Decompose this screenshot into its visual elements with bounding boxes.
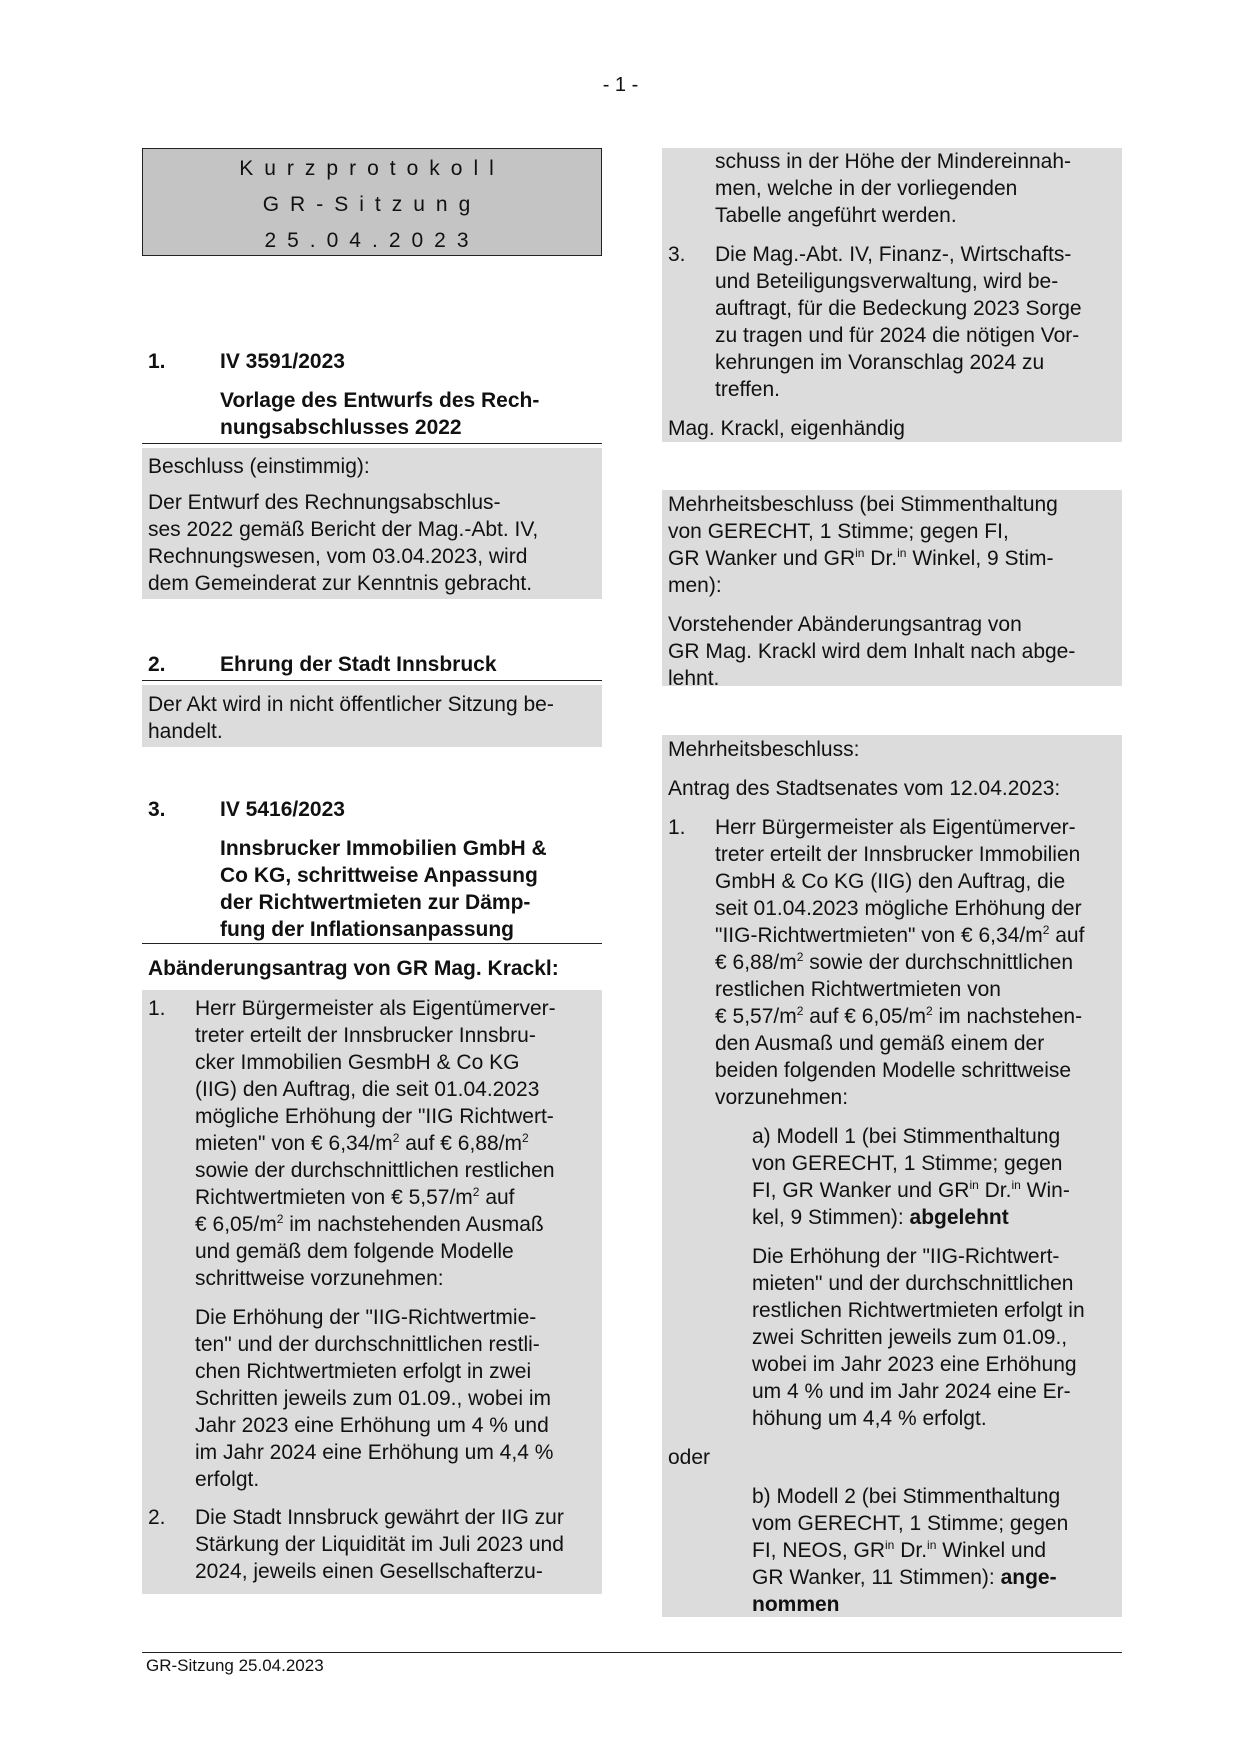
- amendment-continuation: [662, 148, 1122, 442]
- item1-heading: [148, 348, 598, 441]
- amendment-1-paragraph-2: Die Erhöhung der "IIG-Richtwertmie- ten" und der durchschnittlichen restli- chen Richtwertmieten erfolgt in zwei Schritten jeweils zum 01.09., wobei im Jahr 2023 eine Erhöhung um 4 % und im Jahr 2024 eine Erhöhung um 4,4 % erfolgt.: [195, 1306, 554, 1491]
- protocol-title-box: [142, 148, 602, 256]
- session-name: GR-Sitzung: [262, 193, 482, 216]
- amendment-2-number: 2.: [148, 1506, 166, 1529]
- amendment-3-number: 3.: [668, 243, 686, 266]
- item2-title: Ehrung der Stadt Innsbruck: [220, 653, 497, 676]
- item1-title: Vorlage des Entwurfs des Rech- nungsabschlusses 2022: [220, 389, 540, 439]
- session-date: 25.04.2023: [264, 229, 480, 252]
- senate-motion: Antrag des Stadtsenates vom 12.04.2023:: [668, 777, 1061, 800]
- item2-heading: 2. Ehrung der Stadt Innsbruck: [148, 653, 497, 676]
- model-1: a) Modell 1 (bei Stimmenthaltung von GERECHT, 1 Stimme; gegen FI, GR Wanker und $GR^{in}$ Dr.$^{in}$ Win- kel, 9 Stimmen): abgelehnt Die Erhöhung der "IIG-Richtwert- mieten" und der durchschnittlichen restlichen Richtwertmieten erfolgt in zwei Schritten jeweils zum 01.09., wobei im Jahr 2023 eine Erhöhung um 4 % und im Jahr 2024 eine Er- höhung um 4,4 % erfolgt.: [752, 1123, 1122, 1432]
- item3-ref: IV 5416/2023: [220, 798, 345, 821]
- majority-decision-2: Mehrheitsbeschluss: Antrag des Stadtsenates vom 12.04.2023: 1. Herr Bürgermeister als Eigentümerver- treter erteilt der Innsbrucker Immobilien GmbH & Co KG (IIG) den Auftrag, die seit 01.04.2023 mögliche Erhöhung der "IIG-Richtwertmieten" von € $6,34/m^2$ auf € $6,88/m^2$ sowie der durchschnittlichen restlichen Richtwertmieten von € $5,57/m^2$ auf € $6,05/m^2$ im nachstehen- den Ausmaß und gemäß einem der beiden folgenden Modelle schrittweise vorzunehmen: a) Modell 1 (bei Stimmenthaltung von GERECHT, 1 Stimme; gegen FI, GR Wanker und $GR^{in}$ Dr.$^{in}$ Win- kel, 9 Stimmen): abgelehnt Die Erhöhung der "IIG-Richtwert- mieten" und der durchschnittlichen restlichen Richtwertmieten erfolgt in zwei Schritten jeweils zum 01.09., wobei im Jahr 2023 eine Erhöhung um 4 % und im Jahr 2024 eine Er- höhung um 4,4 % erfolgt. oder b) Modell 2 (bei Stimmenthaltung vom GERECHT, 1 Stimme; gegen FI, NEOS, $GR^{in}$ Dr.$^{in}$ Winkel und GR Wanker, 11 Stimmen): ange- nommen: [662, 735, 1122, 1617]
- amendment-block: [142, 990, 602, 1594]
- protocol-title: Kurzprotokoll: [239, 157, 505, 180]
- majority-decision-1: Mehrheitsbeschluss (bei Stimmenthaltung von GERECHT, 1 Stimme; gegen FI, GR Wanker und $GR^{in}$ Dr.$^{in}$ Winkel, 9 Stim- men): Vorstehender Abänderungsantrag von GR Mag. Krackl wird dem Inhalt nach abge- lehnt.: [662, 490, 1122, 686]
- item1-decision: Beschluss (einstimmig):: [148, 455, 370, 478]
- model-2: b) Modell 2 (bei Stimmenthaltung vom GERECHT, 1 Stimme; gegen FI, NEOS, $GR^{in}$ Dr.$^{in}$ Winkel und GR Wanker, 11 Stimmen): ange- nommen: [752, 1485, 1069, 1616]
- item3-title: Innsbrucker Immobilien GmbH & Co KG, schrittweise Anpassung der Richtwertmieten zur Dämp- fung der Inflationsanpassung: [220, 837, 547, 941]
- model-1-result: abgelehnt: [909, 1206, 1009, 1229]
- item1-ref: IV 3591/2023: [220, 350, 345, 373]
- divider: [142, 443, 602, 444]
- item1-text: Der Entwurf des Rechnungsabschlus- ses 2022 gemäß Bericht der Mag.-Abt. IV, Rechnungswesen, vom 03.04.2023, wird dem Gemeinderat zur Kenntnis gebracht.: [148, 491, 539, 595]
- divider: [142, 943, 602, 944]
- amendment-1-text: Herr Bürgermeister als Eigentümerver- treter erteilt der Innsbrucker Innsbru- cker Immobilien GesmbH & Co KG (IIG) den Auftrag, die seit 01.04.2023 mögliche Erhöhung der "IIG Richtwert- mieten" von € $6,34/m^2$ auf € $6,88/m^2$ sowie der durchschnittlichen restlichen Richtwertmieten von € $5,57/m^2$ auf € $6,05/m^2$ im nachstehenden Ausmaß und gemäß dem folgende Modelle schrittweise vorzunehmen: Die Erhöhung der "IIG-Richtwertmie- ten" und der durchschnittlichen restli- chen Richtwertmieten erfolgt in zwei Schritten jeweils zum 01.09., wobei im Jahr 2023 eine Erhöhung um 4 % und im Jahr 2024 eine Erhöhung um 4,4 % erfolgt.: [195, 995, 602, 1493]
- amendment-1-number: 1.: [148, 997, 166, 1020]
- majority-decision-1-text: Vorstehender Abänderungsantrag von GR Mag. Krackl wird dem Inhalt nach abge- lehnt.: [668, 613, 1076, 690]
- signature: Mag. Krackl, eigenhändig: [668, 417, 905, 440]
- amendment-heading: Abänderungsantrag von GR Mag. Krackl:: [148, 957, 559, 980]
- item2-text: Der Akt wird in nicht öffentlicher Sitzung be- handelt.: [142, 685, 602, 747]
- amendment-3-text: Die Mag.-Abt. IV, Finanz-, Wirtschafts- und Beteiligungsverwaltung, wird be- auftragt, für die Bedeckung 2023 Sorge zu tragen und für 2024 die nötigen Vor- kehrungen im Voranschlag 2024 zu treffen.: [715, 243, 1082, 401]
- motion-1-text: Herr Bürgermeister als Eigentümerver- treter erteilt der Innsbrucker Immobilien GmbH & Co KG (IIG) den Auftrag, die seit 01.04.2023 mögliche Erhöhung der "IIG-Richtwertmieten" von € $6,34/m^2$ auf € $6,88/m^2$ sowie der durchschnittlichen restlichen Richtwertmieten von € $5,57/m^2$ auf € $6,05/m^2$ im nachstehen- den Ausmaß und gemäß einem der beiden folgenden Modelle schrittweise vorzunehmen:: [715, 816, 1085, 1109]
- amendment-2-continuation: schuss in der Höhe der Mindereinnah- men, welche in der vorliegenden Tabelle angeführt werden.: [715, 150, 1072, 227]
- page-number: - 1 -: [602, 74, 639, 96]
- item1-number: 1.: [148, 350, 166, 373]
- footer-divider: [142, 1652, 1122, 1653]
- majority-decision-2-heading: Mehrheitsbeschluss:: [668, 738, 860, 761]
- divider: [142, 680, 602, 681]
- item1-decision-block: [142, 448, 602, 599]
- footer-text: GR-Sitzung 25.04.2023: [146, 1656, 324, 1675]
- amendment-2-text: Die Stadt Innsbruck gewährt der IIG zur Stärkung der Liquidität im Juli 2023 und 2024, jeweils einen Gesellschafterzu-: [195, 1506, 564, 1583]
- model-2-result: ange-: [1000, 1566, 1057, 1589]
- oder-label: oder: [668, 1446, 711, 1469]
- model-1-description: Die Erhöhung der "IIG-Richtwert- mieten" und der durchschnittlichen restlichen Richtwertmieten erfolgt in zwei Schritten jeweils zum 01.09., wobei im Jahr 2023 eine Erhöhung um 4 % und im Jahr 2024 eine Er- höhung um 4,4 % erfolgt.: [752, 1245, 1085, 1430]
- item3-heading: 3. IV 5416/2023 Innsbrucker Immobilien GmbH & Co KG, schrittweise Anpassung der Richtwertmieten zur Dämp- fung der Inflationsanpassung: [148, 796, 598, 943]
